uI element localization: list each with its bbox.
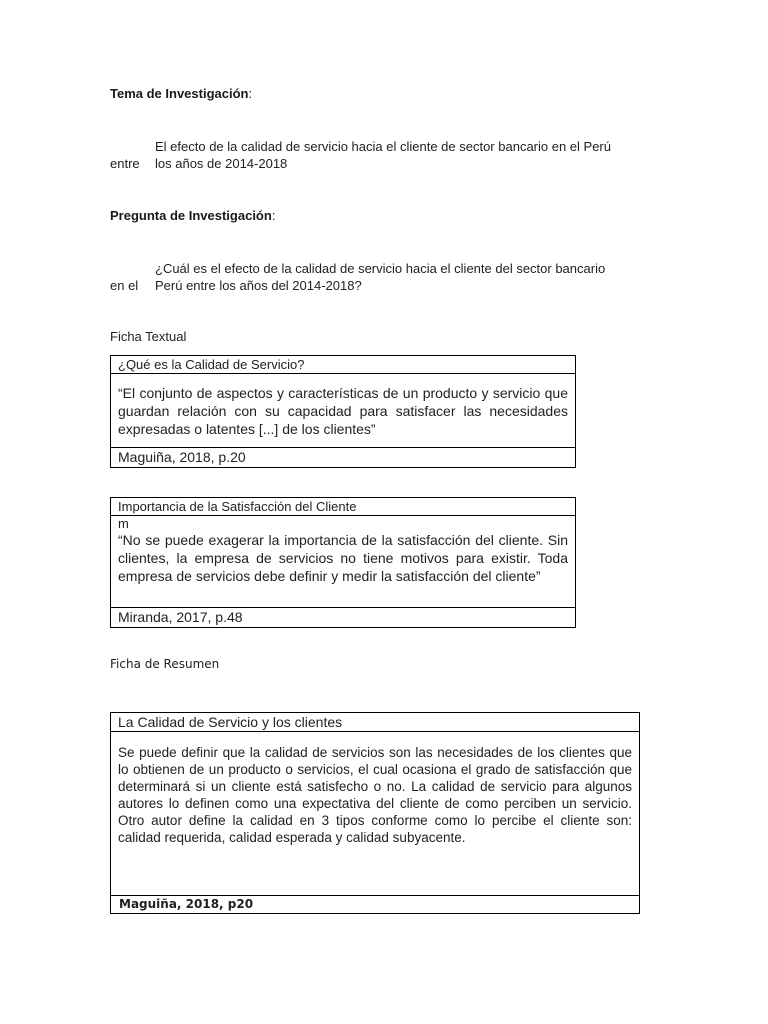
- pregunta-heading-colon: :: [271, 208, 276, 223]
- pregunta-heading: [110, 208, 275, 223]
- card-1-body: “El conjunto de aspectos y características de un producto y servicio que guardan relación con su capacidad para satisfacer las necesidades expresadas o latentes [...] de los clientes”: [111, 374, 576, 448]
- pregunta-line-1: ¿Cuál es el efecto de la calidad de servicio hacia el cliente del sector bancario: [155, 261, 606, 276]
- tema-line-1: El efecto de la calidad de servicio hacia el cliente de sector bancario en el Perú: [155, 139, 611, 154]
- pregunta-heading-label: Pregunta de Investigación: [110, 208, 272, 223]
- tema-heading-label: Tema de Investigación: [110, 86, 249, 101]
- ficha-textual-card-2: [110, 497, 576, 628]
- ficha-textual-label: Ficha Textual: [110, 329, 187, 344]
- pregunta-paragraph: [110, 260, 670, 294]
- card-1-source: Maguiña, 2018, p.20: [111, 448, 576, 468]
- pregunta-lead-word: en el: [110, 278, 139, 293]
- card-2-body-cell: [111, 516, 576, 608]
- card-2-body: “No se puede exagerar la importancia de la satisfacción del cliente. Sin clientes, la empresa de servicios no tiene motivos para existir. Toda empresa de servicios debe definir y medir la satisfacción del cliente”: [118, 532, 568, 584]
- tema-heading-colon: :: [248, 86, 253, 101]
- tema-line-2: los años de 2014-2018: [155, 156, 288, 171]
- ficha-resumen-label: Ficha de Resumen: [110, 657, 220, 671]
- card-2-title: Importancia de la Satisfacción del Cliente: [111, 498, 576, 516]
- pregunta-line-2: Perú entre los años del 2014-2018?: [155, 278, 362, 293]
- ficha-textual-card-1: [110, 355, 576, 468]
- card-2-source: Miranda, 2017, p.48: [111, 608, 576, 628]
- tema-paragraph: [110, 138, 670, 172]
- resumen-title: La Calidad de Servicio y los clientes: [111, 713, 640, 732]
- resumen-source: Maguiña, 2018, p20: [111, 896, 640, 914]
- resumen-body: Se puede definir que la calidad de servicios son las necesidades de los clientes que lo obtienen de un producto o servicios, el cual ocasiona el grado de satisfacción que determinará si un cliente está satisfecho o no. La calidad de servicio para algunos autores lo definen como una expectativa del cliente de como perciben un servicio. Otro autor define la calidad en 3 tipos conforme como lo percibe el cliente son: calidad requerida, calidad esperada y calidad subyacente.: [111, 732, 640, 896]
- tema-heading: [110, 86, 252, 101]
- ficha-resumen-card: [110, 712, 640, 914]
- card-1-title: ¿Qué es la Calidad de Servicio?: [111, 356, 576, 374]
- card-2-stray-char: m: [118, 516, 129, 531]
- tema-lead-word: entre: [110, 156, 140, 171]
